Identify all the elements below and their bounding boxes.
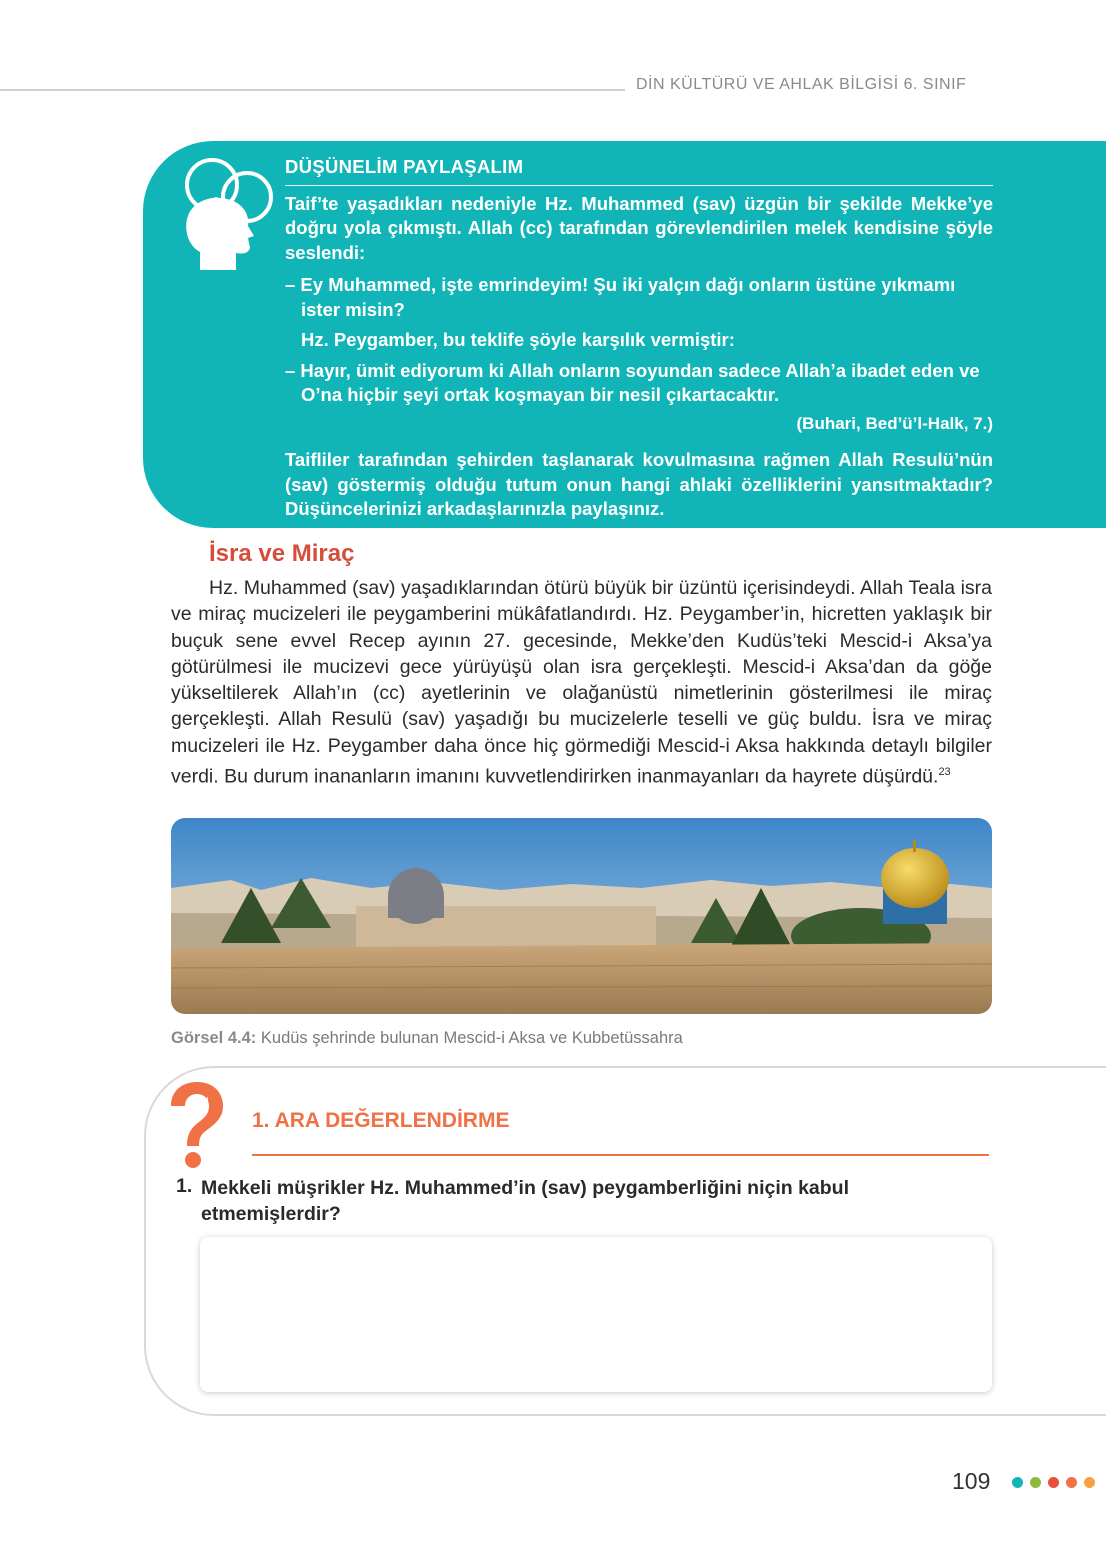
hadith-source: (Buhari, Bed’ü’l-Halk, 7.) (796, 413, 993, 433)
section-title: İsra ve Miraç (209, 540, 355, 567)
evaluation-title: 1. ARA DEĞERLENDİRME (252, 1109, 510, 1132)
dot (1012, 1477, 1023, 1488)
figure-caption (171, 1029, 683, 1048)
figure-caption-text: Kudüs şehrinde bulunan Mescid-i Aksa ve Kubbetüssahra (260, 1029, 683, 1047)
paragraph-text: Hz. Muhammed (sav) yaşadıklarından ötürü büyük bir üzüntü içerisindeydi. Allah Teala isra ve miraç mucizeleri ile peygamberini mükâfatlandırdı. Hz. Peygamber’in, hicretten yaklaşık bir buçuk sene evvel Recep ayının 27. gecesinde, Mekke’den Kudüs’teki Mescid-i Aksa’ya götürülmesi ile mucizevi gece yürüyüşü olan isra gerçekleşti. Mescid-i Aksa’dan da göğe yükseltilerek Allah’ın (cc) ayetlerinin ve olağanüstü nimetlerinin gösterilmesi ile miraç gerçekleşti. Allah Resulü (sav) yaşadığı bu mucizelerle teselli ve güç buldu. İsra ve miraç mucizeleri ile Hz. Peygamber daha önce hiç görmediği Mescid-i Aksa hakkında detaylı bilgiler verdi. Bu durum inananların imanını kuvvetlendirirken inanmayanları da hayrete düşürdü. (171, 577, 992, 788)
header-title: DİN KÜLTÜRÜ VE AHLAK BİLGİSİ 6. SINIF (636, 76, 967, 93)
page-number: 109 (952, 1468, 991, 1494)
question-number: 1. (176, 1175, 193, 1197)
header-rule (0, 89, 625, 91)
dialog-angel: – Ey Muhammed, işte emrindeyim! Şu iki yalçın dağı onların üstüne yıkmamı ister misin? (285, 274, 956, 320)
think-share-title: DÜŞÜNELİM PAYLAŞALIM (285, 155, 993, 186)
dot (1084, 1477, 1095, 1488)
footnote-ref: 23 (938, 766, 951, 779)
dialog-prophet: – Hayır, ümit ediyorum ki Allah onların soyundan sadece Allah’a ibadet eden ve O’na hiçbir şeyi ortak koşmayan bir nesil çıkartacaktır. (285, 359, 980, 405)
dialog-narration: Hz. Peygamber, bu teklife şöyle karşılık vermiştir: (301, 329, 735, 350)
question-mark-head-icon (165, 1080, 227, 1170)
section-paragraph (171, 575, 992, 790)
dot (1066, 1477, 1077, 1488)
figure-label: Görsel 4.4: (171, 1029, 257, 1047)
dot (1048, 1477, 1059, 1488)
decorative-dots (1012, 1477, 1095, 1488)
think-question: Taifliler tarafından şehirden taşlanarak kovulmasına rağmen Allah Resulü’nün (sav) göstermiş olduğu tutum onun hangi ahlaki özelliklerini yansıtmaktadır? Düşüncelerinizi arkadaşlarınızla paylaşınız. (285, 449, 993, 519)
think-intro: Taif’te yaşadıkları nedeniyle Hz. Muhammed (sav) üzgün bir şekilde Mekke’ye doğru yola çıkmıştı. Allah (cc) tarafından görevlendirilen melek kendisine şöyle seslendi: (285, 192, 993, 263)
dot (1030, 1477, 1041, 1488)
jerusalem-photo (171, 818, 992, 1014)
thinking-head-icon (178, 152, 278, 277)
answer-field[interactable] (200, 1237, 992, 1392)
evaluation-rule (252, 1154, 989, 1156)
abcd-letters: abcd (187, 1097, 209, 1107)
question-text: Mekkeli müşrikler Hz. Muhammed’in (sav) peygamberliğini niçin kabul etmemişlerdir? (201, 1177, 850, 1225)
think-share-content (285, 155, 993, 522)
